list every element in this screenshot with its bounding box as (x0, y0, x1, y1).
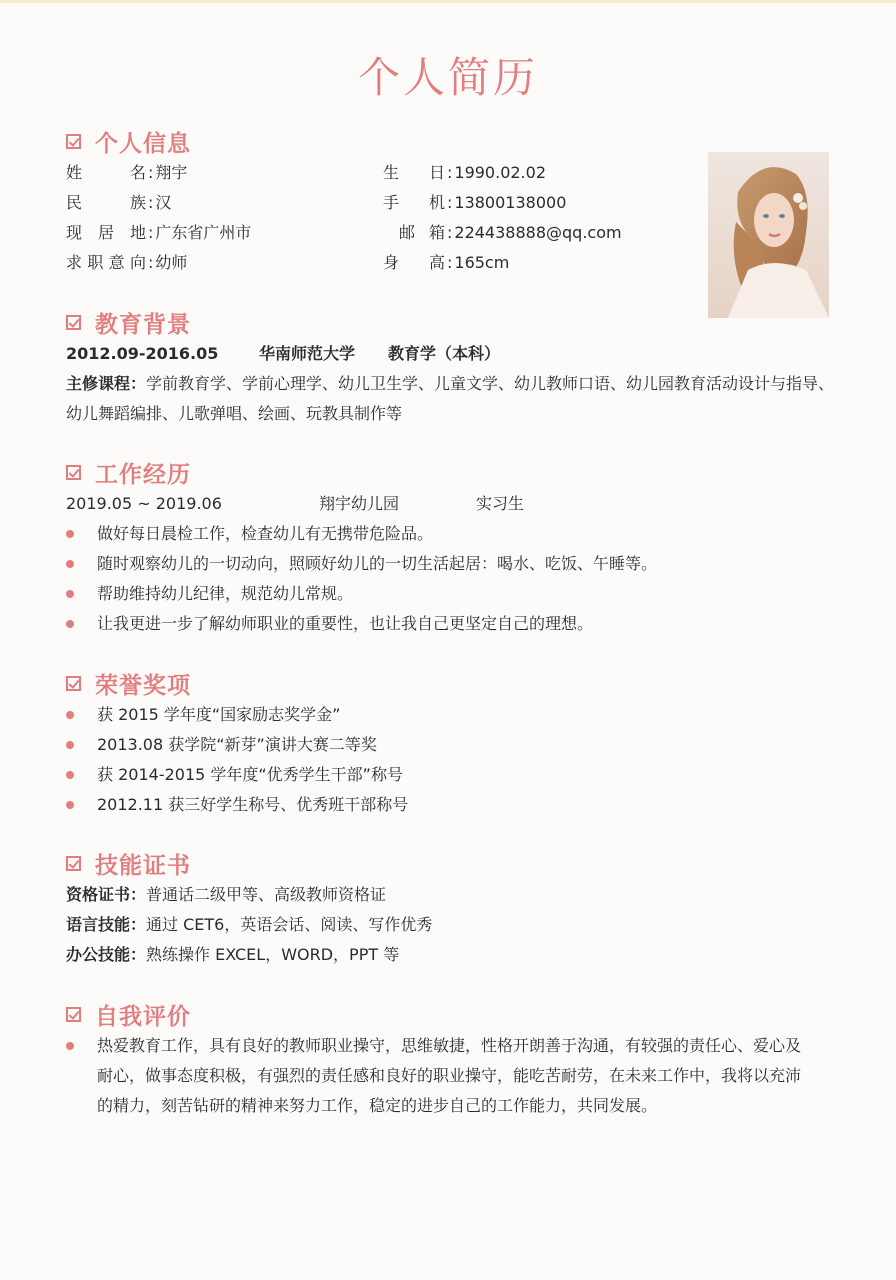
checkbox-icon (66, 676, 81, 691)
name-label: 姓名 (66, 163, 146, 182)
courses-label: 主修课程： (66, 374, 147, 393)
info-intent-row: 求职意向 : 幼师 (66, 248, 187, 278)
bullet-icon (66, 801, 74, 809)
checkbox-icon (66, 134, 81, 149)
section-title-info: 个人信息 (95, 130, 191, 157)
skill-lang-row (66, 910, 432, 940)
courses-text: 学前教育学、学前心理学、幼儿卫生学、儿童文学、幼儿教师口语、幼儿园教育活动设计与指导、 (146, 374, 835, 393)
checkbox-icon (66, 465, 81, 480)
cert-label: 资格证书： (66, 885, 147, 904)
honor-item-text: 获 2014-2015 学年度“优秀学生干部”称号 (97, 765, 403, 784)
home-label: 现居地 (66, 223, 146, 242)
education-courses-line2: 幼儿舞蹈编排、儿歌弹唱、绘画、玩教具制作等 (66, 404, 403, 423)
section-header-skills (66, 846, 191, 880)
top-border (0, 0, 896, 3)
phone-label: 手机 (383, 193, 445, 212)
work-item-text: 随时观察幼儿的一切动向，照顾好幼儿的一切生活起居：喝水、吃饭、午睡等。 (97, 554, 658, 573)
work-period: 2019.05 ~ 2019.06 (66, 494, 222, 513)
lang-value: 通过 CET6，英语会话、阅读、写作优秀 (146, 915, 433, 934)
checkbox-icon (66, 315, 81, 330)
info-phone-row: 手机 : 13800138000 (383, 188, 566, 218)
education-school: 华南师范大学 (259, 344, 356, 363)
height-label: 身高 (383, 253, 445, 272)
info-height-row: 身高 : 165cm (383, 248, 509, 278)
bullet-icon (66, 590, 74, 598)
self-eval-line2: 耐心，做事态度积极，有强烈的责任感和良好的职业操守，能吃苦耐劳，在未来工作中，我将以充沛 (97, 1066, 802, 1085)
intent-value: 幼师 (155, 253, 188, 272)
nation-value: 汉 (155, 193, 172, 212)
work-company: 翔宇幼儿园 (319, 494, 400, 513)
work-item-text: 让我更进一步了解幼师职业的重要性，也让我自己更坚定自己的理想。 (97, 614, 594, 633)
bullet-icon (66, 560, 74, 568)
honor-item-text: 2012.11 获三好学生称号、优秀班干部称号 (97, 795, 409, 814)
intent-label: 求职意向 (66, 253, 146, 272)
checkbox-icon (66, 1007, 81, 1022)
office-label: 办公技能： (66, 945, 147, 964)
honor-item-text: 获 2015 学年度“国家励志奖学金” (97, 705, 341, 724)
portrait-image (708, 152, 829, 318)
cert-value: 普通话二级甲等、高级教师资格证 (146, 885, 387, 904)
checkbox-icon (66, 856, 81, 871)
section-header-info (66, 124, 191, 158)
bullet-icon (66, 530, 74, 538)
profile-photo (708, 152, 829, 318)
name-value: 翔宇 (155, 163, 188, 182)
section-header-self (66, 997, 191, 1031)
bullet-icon (66, 711, 74, 719)
info-birth-row: 生日 : 1990.02.02 (383, 158, 546, 188)
birth-value: 1990.02.02 (454, 163, 546, 182)
bullet-icon (66, 620, 74, 628)
skill-cert-row (66, 880, 386, 910)
info-home-row: 现居地 : 广东省广州市 (66, 218, 251, 248)
section-header-education (66, 305, 191, 339)
section-title-education: 教育背景 (95, 311, 191, 338)
self-eval-line3: 的精力，刻苦钻研的精神来努力工作，稳定的进步自己的工作能力，共同发展。 (97, 1096, 658, 1115)
info-name-row: 姓名 : 翔宇 (66, 158, 187, 188)
phone-value: 13800138000 (454, 193, 567, 212)
section-title-skills: 技能证书 (95, 852, 191, 879)
bullet-icon (66, 771, 74, 779)
birth-label: 生日 (383, 163, 445, 182)
info-email-row: 邮箱 : 224438888@qq.com (383, 218, 622, 248)
education-period: 2012.09-2016.05 (66, 344, 219, 363)
education-courses-line1 (66, 369, 834, 399)
bullet-icon (66, 741, 74, 749)
section-header-honors (66, 666, 191, 700)
nation-label: 民族 (66, 193, 146, 212)
page-title: 个人简历 (357, 53, 538, 102)
self-eval-line1: 热爱教育工作，具有良好的教师职业操守，思维敏捷，性格开朗善于沟通，有较强的责任心、爱心及 (97, 1036, 802, 1055)
email-label: 邮箱 (399, 223, 445, 242)
honor-item-text: 2013.08 获学院“新芽”演讲大赛二等奖 (97, 735, 377, 754)
work-item-text: 帮助维持幼儿纪律，规范幼儿常规。 (97, 584, 354, 603)
email-value: 224438888@qq.com (454, 223, 622, 242)
home-value: 广东省广州市 (155, 223, 252, 242)
skill-office-row (66, 940, 399, 970)
work-role: 实习生 (476, 494, 525, 513)
education-major: 教育学（本科） (388, 344, 501, 363)
office-value: 熟练操作 EXCEL，WORD，PPT 等 (146, 945, 400, 964)
lang-label: 语言技能： (66, 915, 147, 934)
bullet-icon (66, 1042, 74, 1050)
section-header-work (66, 455, 191, 489)
info-nation-row: 民族 : 汉 (66, 188, 171, 218)
work-item-text: 做好每日晨检工作，检查幼儿有无携带危险品。 (97, 524, 434, 543)
section-title-honors: 荣誉奖项 (95, 672, 191, 699)
section-title-self: 自我评价 (95, 1003, 191, 1030)
section-title-work: 工作经历 (95, 461, 191, 488)
height-value: 165cm (454, 253, 510, 272)
